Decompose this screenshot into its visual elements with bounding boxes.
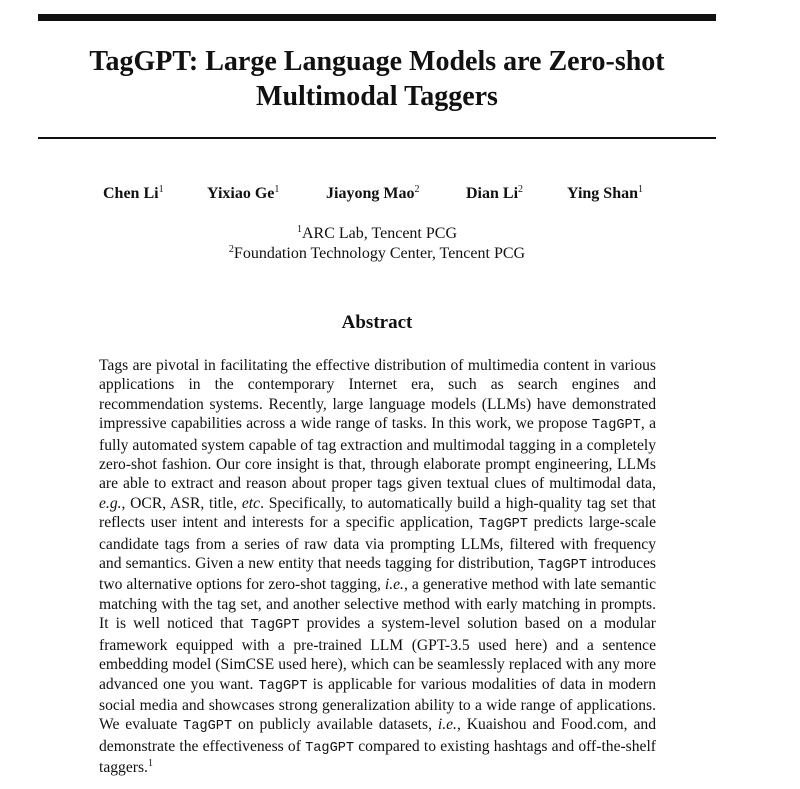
author-4: Dian Li$^2$ (466, 184, 524, 202)
footnote-marker[interactable]: 1 (147, 758, 153, 770)
title-line-1: TagGPT: Large Language Models are Zero-shot (89, 46, 665, 77)
title-line-2: Multimodal Taggers (256, 81, 498, 112)
author-5: Ying Shan$^1$ (567, 184, 643, 202)
system-name: TagGPT (538, 558, 587, 574)
author-1: Chen Li$^1$ (103, 184, 164, 202)
abstract-heading: Abstract (341, 312, 413, 333)
affiliation-1: $^1$ARC Lab, Tencent PCG (296, 224, 457, 242)
top-rule (38, 14, 716, 21)
system-name: TagGPT (258, 678, 308, 694)
system-name: TagGPT (305, 740, 355, 756)
abstract-body: Tags are pivotal in facilitating the effective distribution of multimedia content in various applications in the contemporary Internet era, such as search engines and recommendation systems. Recently, large language models (LLMs) have demonstrated impressive capabilities across a wide range of tasks. In this work, we propose TagGPT, a fully automated system capable of tag extraction and multimodal tagging in a completely zero-shot fashion. Our core insight is that, through elaborate prompt engineering, LLMs are able to extract and reason about proper tags given textual clues of multimodal data, e.g., OCR, ASR, title, etc. Specifically, to automatically build a high-quality tag set that reflects user intent and interests for a specific application, TagGPT predicts large-scale candidate tags from a series of raw data via prompting LLMs, filtered with frequency and semantics. Given a new entity that needs tagging for distribution, TagGPT introduces two alternative options for zero-shot tagging, i.e., a generative method with late semantic matching with the tag set, and another selective method with early matching in prompts. It is well noticed that TagGPT provides a system-level solution based on a modular framework equipped with a pre-trained LLM (GPT-3.5 used here) and a sentence embedding model (SimCSE used here), which can be seamlessly replaced with any more advanced one you want. TagGPT is applicable for various modalities of data in modern social media and showcases strong generalization ability to a wide range of applications. We evaluate TagGPT on publicly available datasets, i.e., Kuaishou and Food.com, and demonstrate the effectiveness of TagGPT compared to existing hashtags and off-the-shelf taggers.$^1$ (99, 357, 657, 777)
author-list (0, 185, 756, 207)
paper-title (38, 44, 716, 114)
author-3: Jiayong Mao$^2$ (326, 184, 420, 202)
author-2: Yixiao Ge$^1$ (207, 184, 280, 202)
system-name: TagGPT (250, 618, 300, 634)
system-name: TagGPT (479, 517, 528, 533)
system-name: TagGPT (183, 719, 233, 735)
system-name: TagGPT (591, 418, 641, 434)
affiliation-2: $^2$Foundation Technology Center, Tencent PCG (228, 244, 526, 262)
title-rule (38, 137, 716, 139)
